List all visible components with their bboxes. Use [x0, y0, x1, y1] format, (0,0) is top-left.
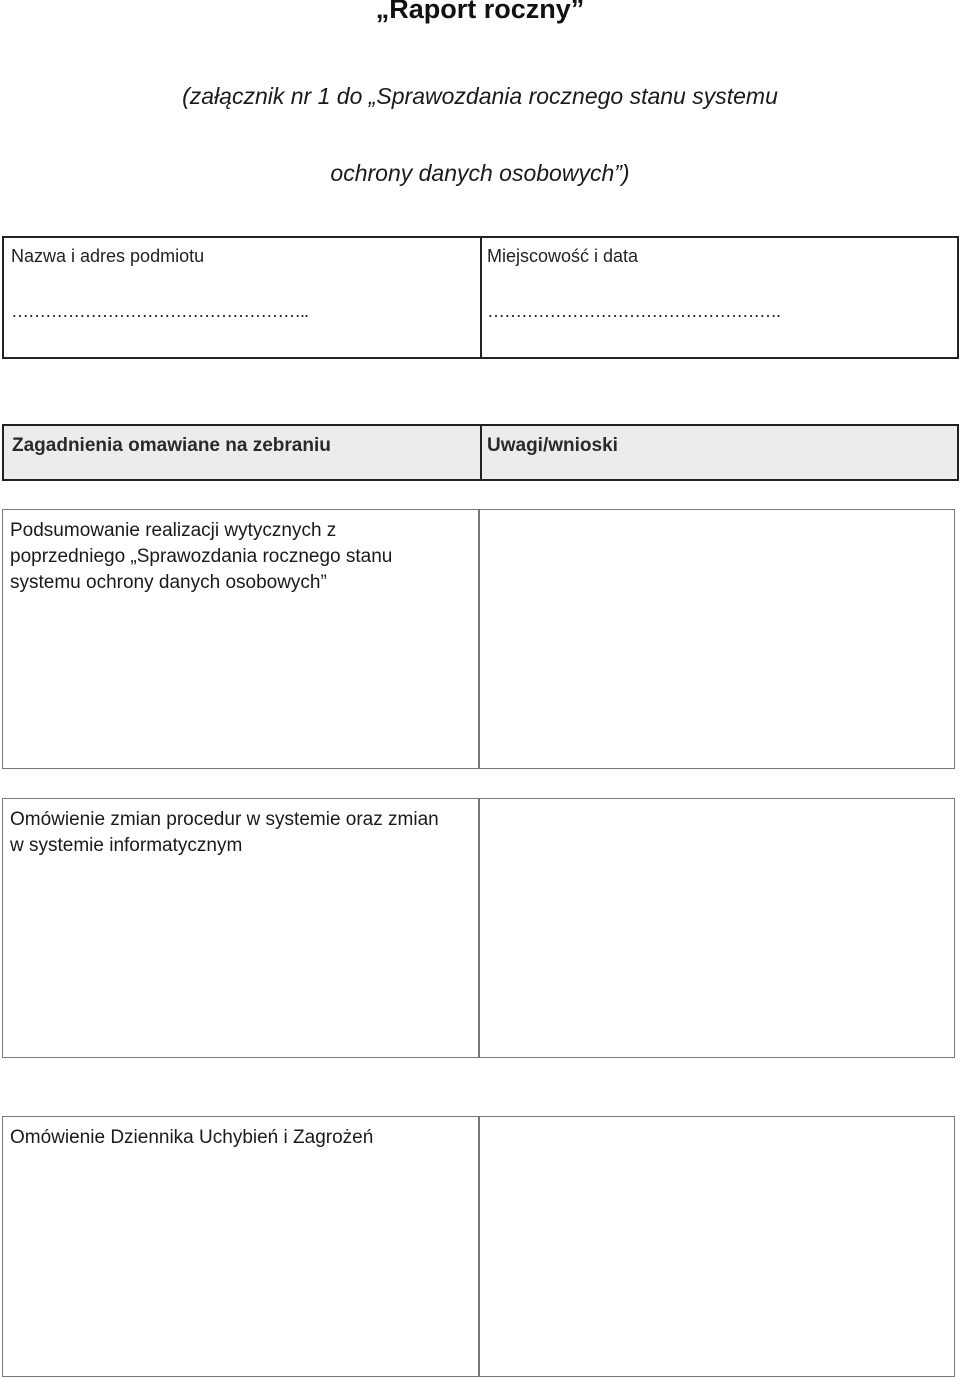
table-row-3-notes-cell[interactable]: [478, 1116, 955, 1377]
entity-field[interactable]: ……………………………………………..: [11, 301, 309, 321]
column-header-notes: Uwagi/wnioski: [487, 435, 618, 456]
row-3-topic-text: Omówienie Dziennika Uchybień i Zagrożeń: [10, 1127, 374, 1148]
row-1-topic-text: Podsumowanie realizacji wytycznych z poprzedniego „Sprawozdania rocznego stanu systemu ochrony danych osobowych”: [10, 520, 393, 593]
document-subtitle-line1: (załącznik nr 1 do „Sprawozdania rocznego stanu systemu: [182, 83, 778, 109]
document-title: „Raport roczny”: [375, 0, 585, 24]
table-row-3-topic-cell: [2, 1116, 480, 1377]
place-date-field[interactable]: …………………………………………….: [487, 301, 781, 321]
entity-box: [2, 236, 482, 359]
document-subtitle-line2: ochrony danych osobowych”): [330, 160, 630, 186]
table-header-topic: [2, 424, 482, 481]
row-2-topic-text: Omówienie zmian procedur w systemie oraz zmian w systemie informatycznym: [10, 809, 439, 856]
table-row-2-notes-cell[interactable]: [478, 798, 955, 1058]
place-date-box: [480, 236, 959, 359]
place-date-label: Miejscowość i data: [487, 246, 639, 266]
table-row-2-topic-cell: [2, 798, 480, 1058]
table-header-notes: [480, 424, 959, 481]
table-row-1-notes-cell[interactable]: [478, 509, 955, 769]
entity-label: Nazwa i adres podmiotu: [11, 246, 205, 266]
table-row-1-topic-cell: [2, 509, 480, 769]
column-header-topic: Zagadnienia omawiane na zebraniu: [12, 435, 331, 456]
